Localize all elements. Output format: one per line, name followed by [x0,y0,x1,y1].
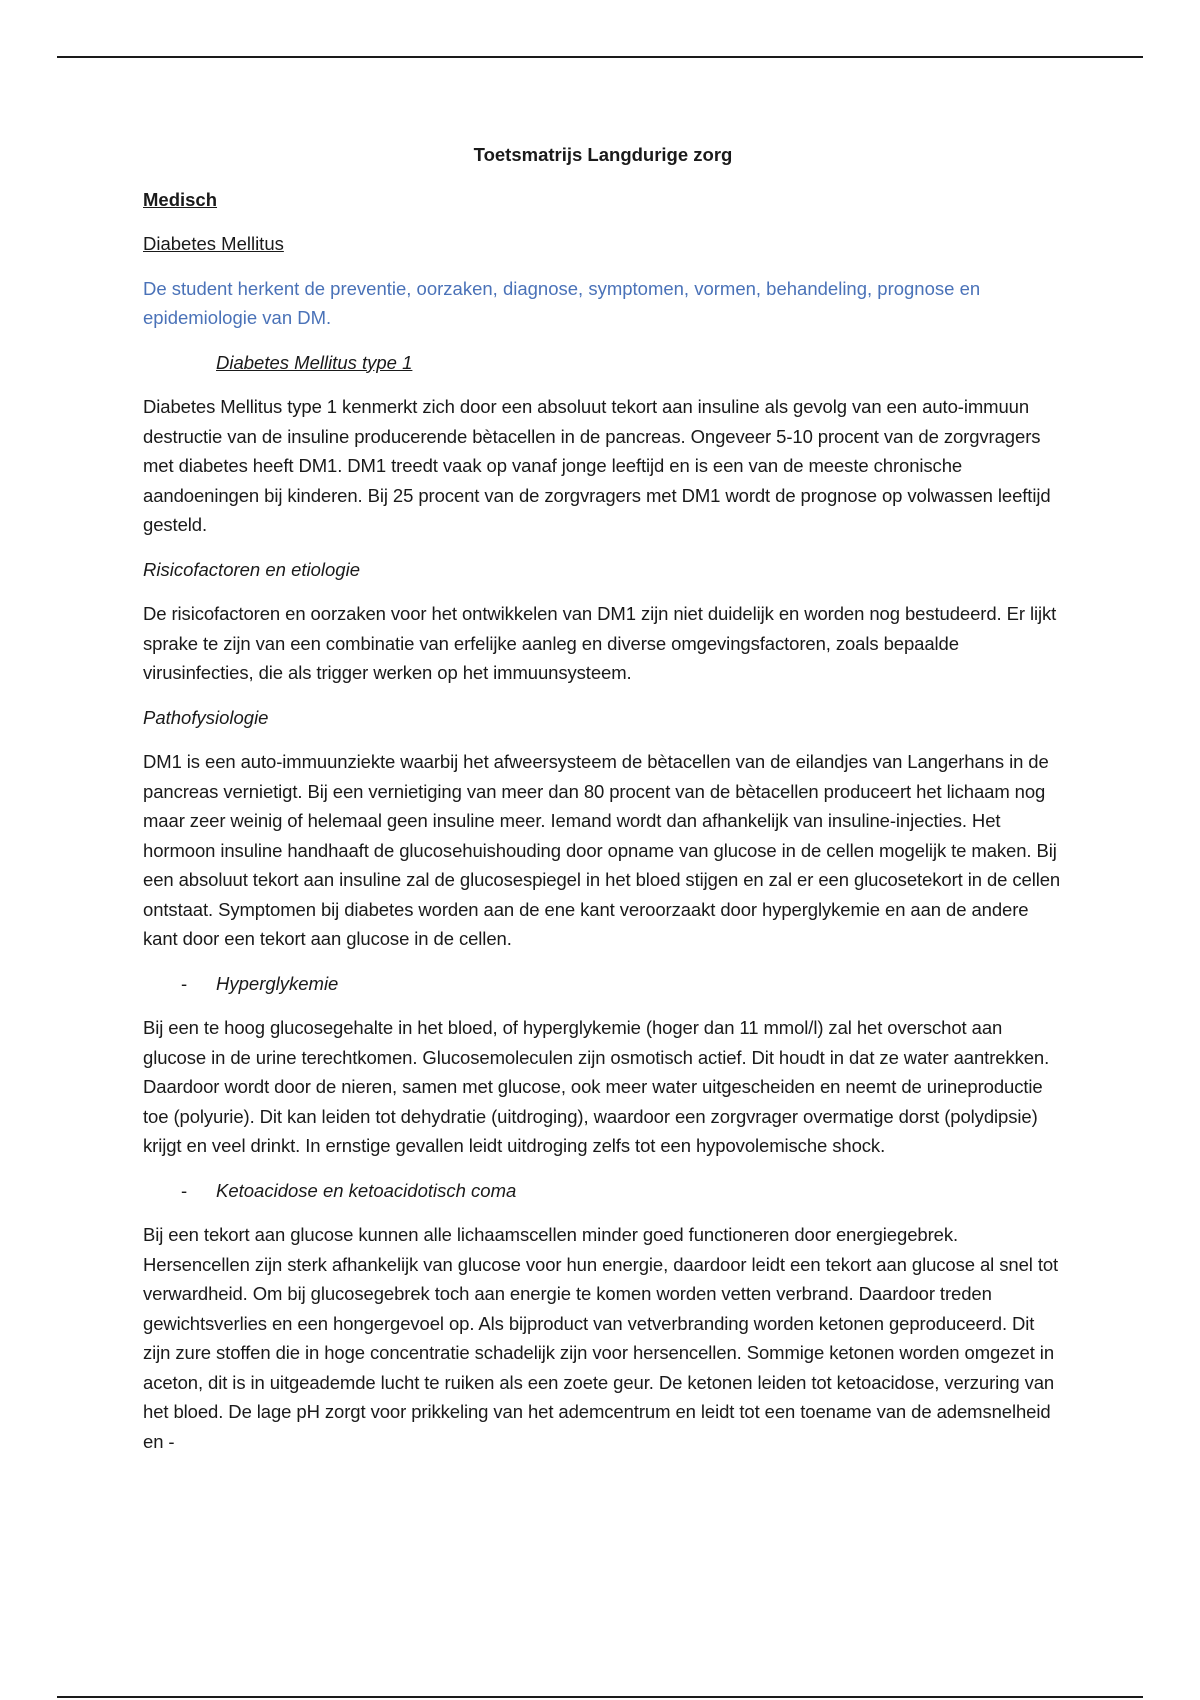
bottom-rule [57,1696,1143,1698]
risk-factors-paragraph: De risicofactoren en oorzaken voor het ontwikkelen van DM1 zijn niet duidelijk en worden nog bestudeerd. Er lijkt sprake te zijn van een combinatie van erfelijke aanleg en diverse omgevingsfactoren, zoals bepaalde virusinfecties, die als trigger werken op het immuunsysteem. [143,603,1057,683]
ketoacidosis-heading: Ketoacidose en ketoacidotisch coma [216,1179,517,1201]
hyperglycemia-bullet [143,969,1063,999]
bullet-dash: - [181,1179,188,1201]
subject-heading-diabetes: Diabetes Mellitus [143,233,284,254]
ketoacidosis-paragraph: Bij een tekort aan glucose kunnen alle lichaamscellen minder goed functioneren door energiegebrek. Hersencellen zijn sterk afhankelijk van glucose voor hun energie, daardoor leidt een tekort aan glucose al snel tot verwardheid. Om bij glucosegebrek toch aan energie te komen worden vetten verbrand. Daardoor treden gewichtsverlies en een hongergevoel op. Als bijproduct van vetverbranding worden ketonen geproduceerd. Dit zijn zure stoffen die in hoge concentratie schadelijk zijn voor hersencellen. Sommige ketonen worden omgezet in aceton, dit is in uitgeademde lucht te ruiken als een zoete geur. De ketonen leiden tot ketoacidose, verzuring van het bloed. De lage pH zorgt voor prikkeling van het ademcentrum en leidt tot een toename van de ademsnelheid en - [143,1224,1059,1452]
risk-factors-heading: Risicofactoren en etiologie [143,558,360,580]
bullet-dash: - [181,972,188,994]
document-title: Toetsmatrijs Langdurige zorg [473,144,733,165]
section-heading-medisch: Medisch [143,188,218,210]
hyperglycemia-paragraph: Bij een te hoog glucosegehalte in het bloed, of hyperglykemie (hoger dan 11 mmol/l) zal het overschot aan glucose in de urine terechtkomen. Glucosemoleculen zijn osmotisch actief. Dit houdt in dat ze water aantrekken. Daardoor wordt door de nieren, samen met glucose, ook meer water uitgescheiden en neemt de urineproductie toe (polyurie). Dit kan leiden tot dehydratie (uitdroging), waardoor een zorgvrager overmatige dorst (polydipsie) krijgt en veel drinkt. In ernstige gevallen leidt uitdroging zelfs tot een hypovolemische shock. [143,1017,1050,1156]
type1-heading: Diabetes Mellitus type 1 [216,351,413,373]
learning-objective: De student herkent de preventie, oorzaken, diagnose, symptomen, vormen, behandeling, prognose en epidemiologie van DM. [143,277,981,328]
ketoacidosis-bullet [143,1176,1063,1206]
document-body [143,140,1063,1471]
type1-paragraph: Diabetes Mellitus type 1 kenmerkt zich door een absoluut tekort aan insuline als gevolg van een auto-immuun destructie van de insuline producerende bètacellen in de pancreas. Ongeveer 5-10 procent van de zorgvragers met diabetes heeft DM1. DM1 treedt vaak op vanaf jonge leeftijd en is een van de meeste chronische aandoeningen bij kinderen. Bij 25 procent van de zorgvragers met DM1 wordt de prognose op volwassen leeftijd gesteld. [143,396,1051,535]
hyperglycemia-heading: Hyperglykemie [216,972,339,994]
pathophysiology-paragraph: DM1 is een auto-immuunziekte waarbij het afweersysteem de bètacellen van de eilandjes van Langerhans in de pancreas vernietigt. Bij een vernietiging van meer dan 80 procent van de bètacellen produceert het lichaam nog maar zeer weinig of helemaal geen insuline meer. Iemand wordt dan afhankelijk van insuline-injecties. Het hormoon insuline handhaaft de glucosehuishouding door opname van glucose in de cellen mogelijk te maken. Bij een absoluut tekort aan insuline zal de glucosespiegel in het bloed stijgen en zal er een glucosetekort in de cellen ontstaat. Symptomen bij diabetes worden aan de ene kant veroorzaakt door hyperglykemie en aan de andere kant door een tekort aan glucose in de cellen. [143,751,1061,949]
top-rule [57,56,1143,58]
pathophysiology-heading: Pathofysiologie [143,706,269,728]
